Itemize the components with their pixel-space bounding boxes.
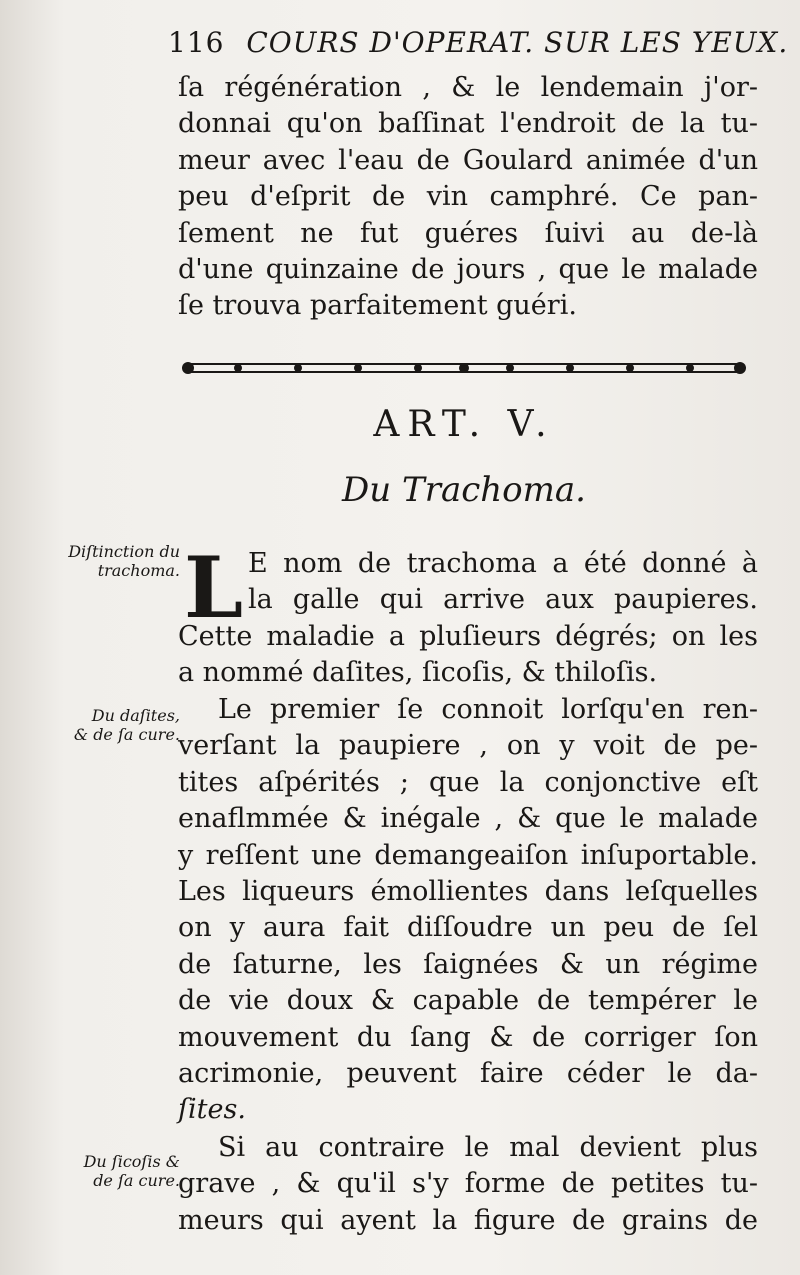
text-line: verſant la paupiere , on y voit de pe- xyxy=(178,730,758,762)
text-line: Cette maladie a pluſieurs dégrés; on les xyxy=(178,621,758,652)
margin-note-line: & de ſa cure. xyxy=(73,725,180,744)
text-line: la galle qui arrive aux paupieres. xyxy=(248,584,758,616)
text-line: enaflmmée & inégale , & que le malade xyxy=(178,803,758,835)
text-line: Le premier ſe connoit lorſqu'en ren- xyxy=(218,694,758,725)
text-line: ſement ne fut guéres ſuivi au de-là xyxy=(178,217,758,249)
margin-note-dasites xyxy=(40,706,180,744)
text-line: meurs qui ayent la figure de grains de xyxy=(178,1204,758,1236)
para1 xyxy=(178,619,758,692)
text-line: de vie doux & capable de tempérer le xyxy=(178,985,758,1017)
text-line: peu d'eſprit de vin camphré. Ce pan- xyxy=(178,181,758,213)
drop-cap: L xyxy=(184,538,244,637)
running-title: COURS D'OPERAT. SUR LES YEUX. xyxy=(246,26,789,59)
text-line: ſa régénération , & le lendemain j'or- xyxy=(178,72,758,103)
text-line: y reſſent une demangeaiſon inſuportable. xyxy=(178,839,758,871)
text-line: E nom de trachoma a été donné à xyxy=(248,548,758,579)
para1-dropcap-lines xyxy=(248,546,758,619)
text-line: Les liqueurs émollientes dans leſquelles xyxy=(178,876,758,908)
text-line: d'une quinzaine de jours , que le malade xyxy=(178,254,758,286)
margin-note-line: Du ſicoſis & xyxy=(83,1152,180,1171)
para3 xyxy=(178,1130,758,1239)
para2 xyxy=(178,692,758,1129)
text-line: grave , & qu'il s'y forme de petites tu- xyxy=(178,1168,758,1200)
text-line: a nommé daſites, ſicoſis, & thiloſis. xyxy=(178,657,658,689)
margin-note-line: Diſtinction du xyxy=(68,542,180,561)
text-line: ſe trouva parfaitement guéri. xyxy=(178,290,577,322)
text-line: on y aura fait diſſoudre un peu de ſel xyxy=(178,912,758,944)
text-line: Si au contraire le mal devient plus xyxy=(218,1132,758,1163)
running-header xyxy=(168,26,789,59)
text-line: acrimonie, peuvent faire céder le da- xyxy=(178,1058,758,1090)
text-line: ſites. xyxy=(178,1094,246,1126)
article-title: ART. V. xyxy=(373,404,555,445)
text-line: meur avec l'eau de Goulard animée d'un xyxy=(178,144,758,176)
top-paragraph xyxy=(178,70,758,325)
text-line: donnai qu'on baſſinat l'endroit de la tu- xyxy=(178,108,758,140)
text-line: tites aſpérités ; que la conjonctive eſt xyxy=(178,766,758,798)
margin-note-line: de ſa cure. xyxy=(93,1171,180,1190)
ornament-divider xyxy=(178,356,750,380)
margin-note-line: trachoma. xyxy=(97,561,180,580)
text-line: de ſaturne, les ſaignées & un régime xyxy=(178,948,758,980)
text-line: mouvement du ſang & de corriger ſon xyxy=(178,1021,758,1053)
margin-note-sicosis xyxy=(40,1152,180,1190)
page-number: 116 xyxy=(168,26,225,59)
margin-note-line: Du daſites, xyxy=(91,706,180,725)
article-subtitle: Du Trachoma. xyxy=(342,470,586,510)
margin-note-distinction xyxy=(40,542,180,580)
